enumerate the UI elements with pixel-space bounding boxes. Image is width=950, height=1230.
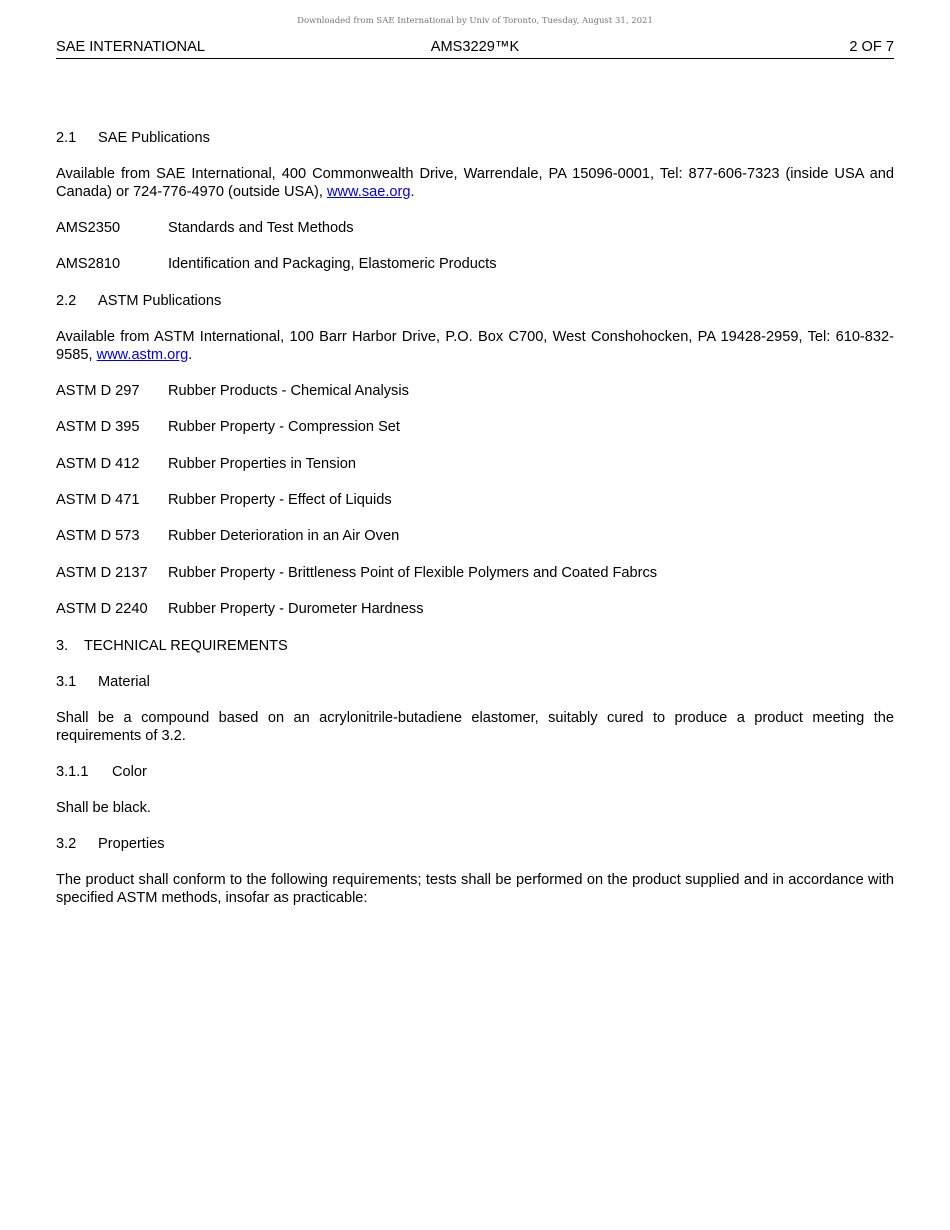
document-body xyxy=(56,129,894,925)
reference-title: Rubber Property - Durometer Hardness xyxy=(168,601,424,618)
section-3-heading xyxy=(56,637,894,655)
reference-item xyxy=(56,564,894,582)
section-3-2-heading xyxy=(56,835,894,853)
section-3-1-heading xyxy=(56,673,894,691)
reference-item xyxy=(56,600,894,618)
intro-end: . xyxy=(410,184,415,200)
section-2-2-intro xyxy=(56,328,894,364)
header-document-number: AMS3229™K xyxy=(430,39,520,55)
intro-text: Available from ASTM International, 100 Barr Harbor Drive, P.O. Box C700, West Conshohocken, PA 19428-2959, Tel: 610-832-9585, xyxy=(56,328,894,363)
reference-code: ASTM D 2240 xyxy=(56,601,148,618)
reference-title: Rubber Property - Brittleness Point of Flexible Polymers and Coated Fabrcs xyxy=(168,564,658,581)
section-2-1-intro xyxy=(56,165,894,201)
section-title: Color xyxy=(112,763,147,780)
sae-website-link[interactable]: www.sae.org xyxy=(326,184,411,200)
reference-item xyxy=(56,382,894,400)
header-page-number: 2 OF 7 xyxy=(849,39,894,55)
section-3-1-1-heading xyxy=(56,763,894,781)
intro-text: Available from SAE International, 400 Commonwealth Drive, Warrendale, PA 15096-0001, Tel: 877-606-7323 (inside USA and Canada) or 724-776-4970 (outside USA), xyxy=(56,166,894,200)
section-number: 2.2 xyxy=(56,292,77,309)
reference-item xyxy=(56,527,894,545)
section-title: Properties xyxy=(98,835,165,852)
reference-item xyxy=(56,455,894,473)
reference-title: Identification and Packaging, Elastomeric Products xyxy=(168,256,497,273)
reference-code: AMS2810 xyxy=(56,256,121,273)
download-watermark: Downloaded from SAE International by Univ of Toronto, Tuesday, August 31, 2021 xyxy=(297,16,653,26)
reference-code: ASTM D 412 xyxy=(56,455,140,472)
astm-website-link[interactable]: www.astm.org xyxy=(96,346,189,363)
section-number: 3. xyxy=(56,637,69,654)
reference-code: ASTM D 395 xyxy=(56,419,140,436)
section-3-2-text: The product shall conform to the following requirements; tests shall be performed on the product supplied and in accordance with specified ASTM methods, insofar as practicable: xyxy=(56,871,894,906)
reference-title: Rubber Products - Chemical Analysis xyxy=(168,382,409,399)
section-3-1-1-text: Shall be black. xyxy=(56,799,151,816)
section-title: ASTM Publications xyxy=(98,292,222,309)
section-number: 3.2 xyxy=(56,835,77,852)
section-title: Material xyxy=(98,673,150,690)
reference-title: Rubber Property - Effect of Liquids xyxy=(168,491,392,508)
reference-title: Standards and Test Methods xyxy=(168,220,354,236)
reference-item xyxy=(56,219,894,237)
reference-code: ASTM D 297 xyxy=(56,382,140,399)
section-number: 3.1 xyxy=(56,673,77,690)
reference-item xyxy=(56,418,894,436)
header-organization: SAE INTERNATIONAL xyxy=(56,39,205,55)
section-number: 3.1.1 xyxy=(56,763,89,780)
reference-code: ASTM D 573 xyxy=(56,528,140,545)
section-title: TECHNICAL REQUIREMENTS xyxy=(84,637,288,654)
reference-title: Rubber Deterioration in an Air Oven xyxy=(168,528,400,545)
section-title: SAE Publications xyxy=(98,130,210,146)
reference-title: Rubber Properties in Tension xyxy=(168,455,356,472)
reference-code: AMS2350 xyxy=(56,220,121,236)
section-2-2-heading xyxy=(56,292,894,310)
reference-code: ASTM D 2137 xyxy=(56,564,148,581)
reference-title: Rubber Property - Compression Set xyxy=(168,419,400,436)
section-number: 2.1 xyxy=(56,130,77,146)
section-2-1-heading xyxy=(56,129,894,147)
reference-code: ASTM D 471 xyxy=(56,491,140,508)
reference-item xyxy=(56,491,894,509)
intro-end: . xyxy=(188,346,193,363)
section-3-1-text: Shall be a compound based on an acrylonitrile-butadiene elastomer, suitably cured to produce a product meeting the requirements of 3.2. xyxy=(56,709,894,744)
reference-item xyxy=(56,255,894,273)
page-header xyxy=(56,38,894,59)
